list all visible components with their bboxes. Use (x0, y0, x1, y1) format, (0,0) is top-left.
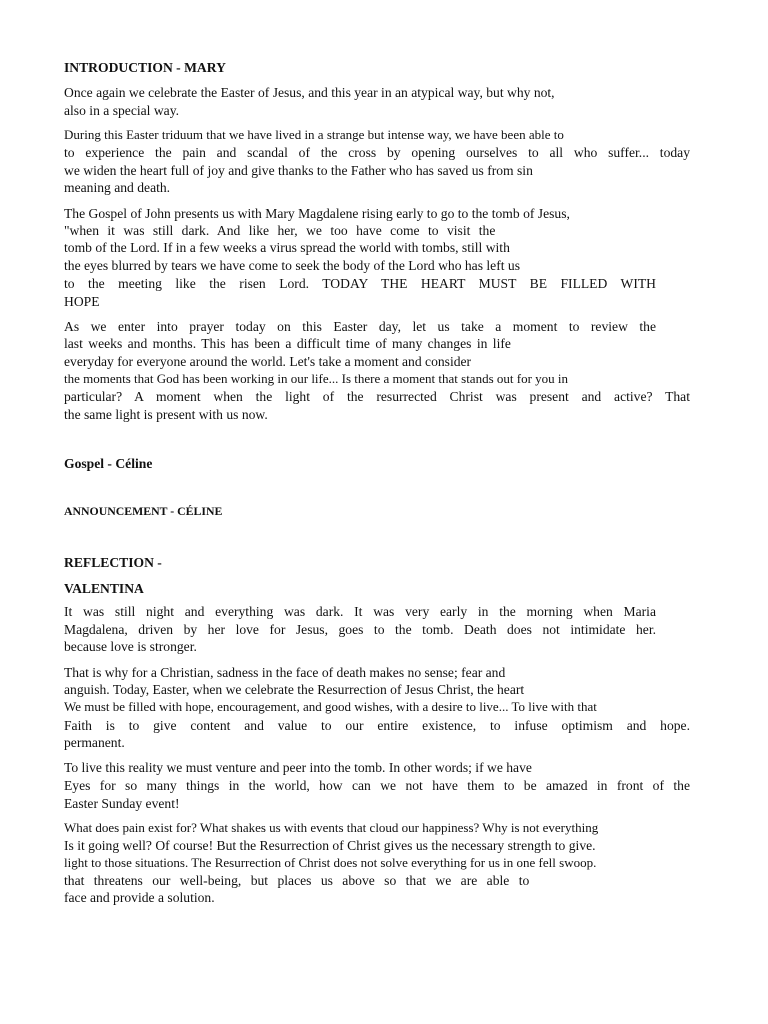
intro-p4-line: the same light is present with us now. (64, 407, 268, 422)
reflection-p3-line: Eyes for so many things in the world, how can we not have them to be amazed in front of the (64, 778, 690, 793)
intro-p2-line: we widen the heart full of joy and give thanks to the Father who has saved us from sin (64, 163, 533, 178)
reflection-p4-line: What does pain exist for? What shakes us with events that cloud our happiness? Why is not everything (64, 820, 599, 835)
reflection-p1-line: Magdalena, driven by her love for Jesus, goes to the tomb. Death does not intimidate her. (64, 622, 656, 637)
intro-p3-line: The Gospel of John presents us with Mary Magdalene rising early to go to the tomb of Jesus, (64, 206, 570, 221)
gospel-heading: Gospel - Céline (64, 456, 153, 471)
reflection-p4-line: Is it going well? Of course! But the Resurrection of Christ gives us the necessary strength to give. (64, 838, 596, 853)
intro-p4-line: the moments that God has been working in our life... Is there a moment that stands out for you in (64, 371, 569, 386)
reflection-p3-line: Easter Sunday event! (64, 796, 180, 811)
intro-p3-line: tomb of the Lord. If in a few weeks a virus spread the world with tombs, still with (64, 240, 510, 255)
intro-p4-line: As we enter into prayer today on this Easter day, let us take a moment to review the (64, 319, 656, 334)
intro-p2-line: to experience the pain and scandal of the cross by opening ourselves to all who suffer... today (64, 145, 690, 160)
reflection-p4-line: face and provide a solution. (64, 890, 215, 905)
intro-p1-line: Once again we celebrate the Easter of Jesus, and this year in an atypical way, but why not, (64, 85, 555, 100)
reflection-p2-line: Faith is to give content and value to our entire existence, to infuse optimism and hope. (64, 718, 690, 733)
intro-p2-line: During this Easter triduum that we have lived in a strange but intense way, we have been able to (64, 127, 564, 142)
intro-heading: INTRODUCTION - MARY (64, 60, 226, 75)
reflection-p2-line: permanent. (64, 735, 125, 750)
intro-p3-line: "when it was still dark. And like her, we too have come to visit the (64, 223, 496, 238)
reflection-p2-line: We must be filled with hope, encouragement, and good wishes, with a desire to live... To live with that (64, 699, 597, 714)
intro-p3-line: the eyes blurred by tears we have come to seek the body of the Lord who has left us (64, 258, 521, 273)
reflection-p3-line: To live this reality we must venture and peer into the tomb. In other words; if we have (64, 760, 532, 775)
intro-p1-line: also in a special way. (64, 103, 180, 118)
reflection-p4-line: that threatens our well-being, but places us above so that we are able to (64, 873, 530, 888)
reflection-p2-line: That is why for a Christian, sadness in the face of death makes no sense; fear and (64, 665, 506, 680)
reflection-heading: VALENTINA (64, 581, 144, 596)
intro-p4-line: particular? A moment when the light of the resurrected Christ was present and active? That (64, 389, 690, 404)
announcement-heading: ANNOUNCEMENT - CÉLINE (64, 504, 223, 518)
reflection-p2-line: anguish. Today, Easter, when we celebrate the Resurrection of Jesus Christ, the heart (64, 682, 525, 697)
reflection-p4-line: light to those situations. The Resurrection of Christ does not solve everything for us in one fell swoop. (64, 855, 597, 870)
reflection-p1-line: It was still night and everything was dark. It was very early in the morning when Maria (64, 604, 656, 619)
intro-p4-line: everyday for everyone around the world. Let's take a moment and consider (64, 354, 472, 369)
intro-p3-line: to the meeting like the risen Lord. TODAY THE HEART MUST BE FILLED WITH (64, 276, 656, 291)
intro-p4-line: last weeks and months. This has been a difficult time of many changes in life (64, 336, 511, 351)
reflection-p1-line: because love is stronger. (64, 639, 197, 654)
reflection-heading: REFLECTION - (64, 555, 162, 570)
intro-p3-line: HOPE (64, 294, 100, 309)
intro-p2-line: meaning and death. (64, 180, 171, 195)
